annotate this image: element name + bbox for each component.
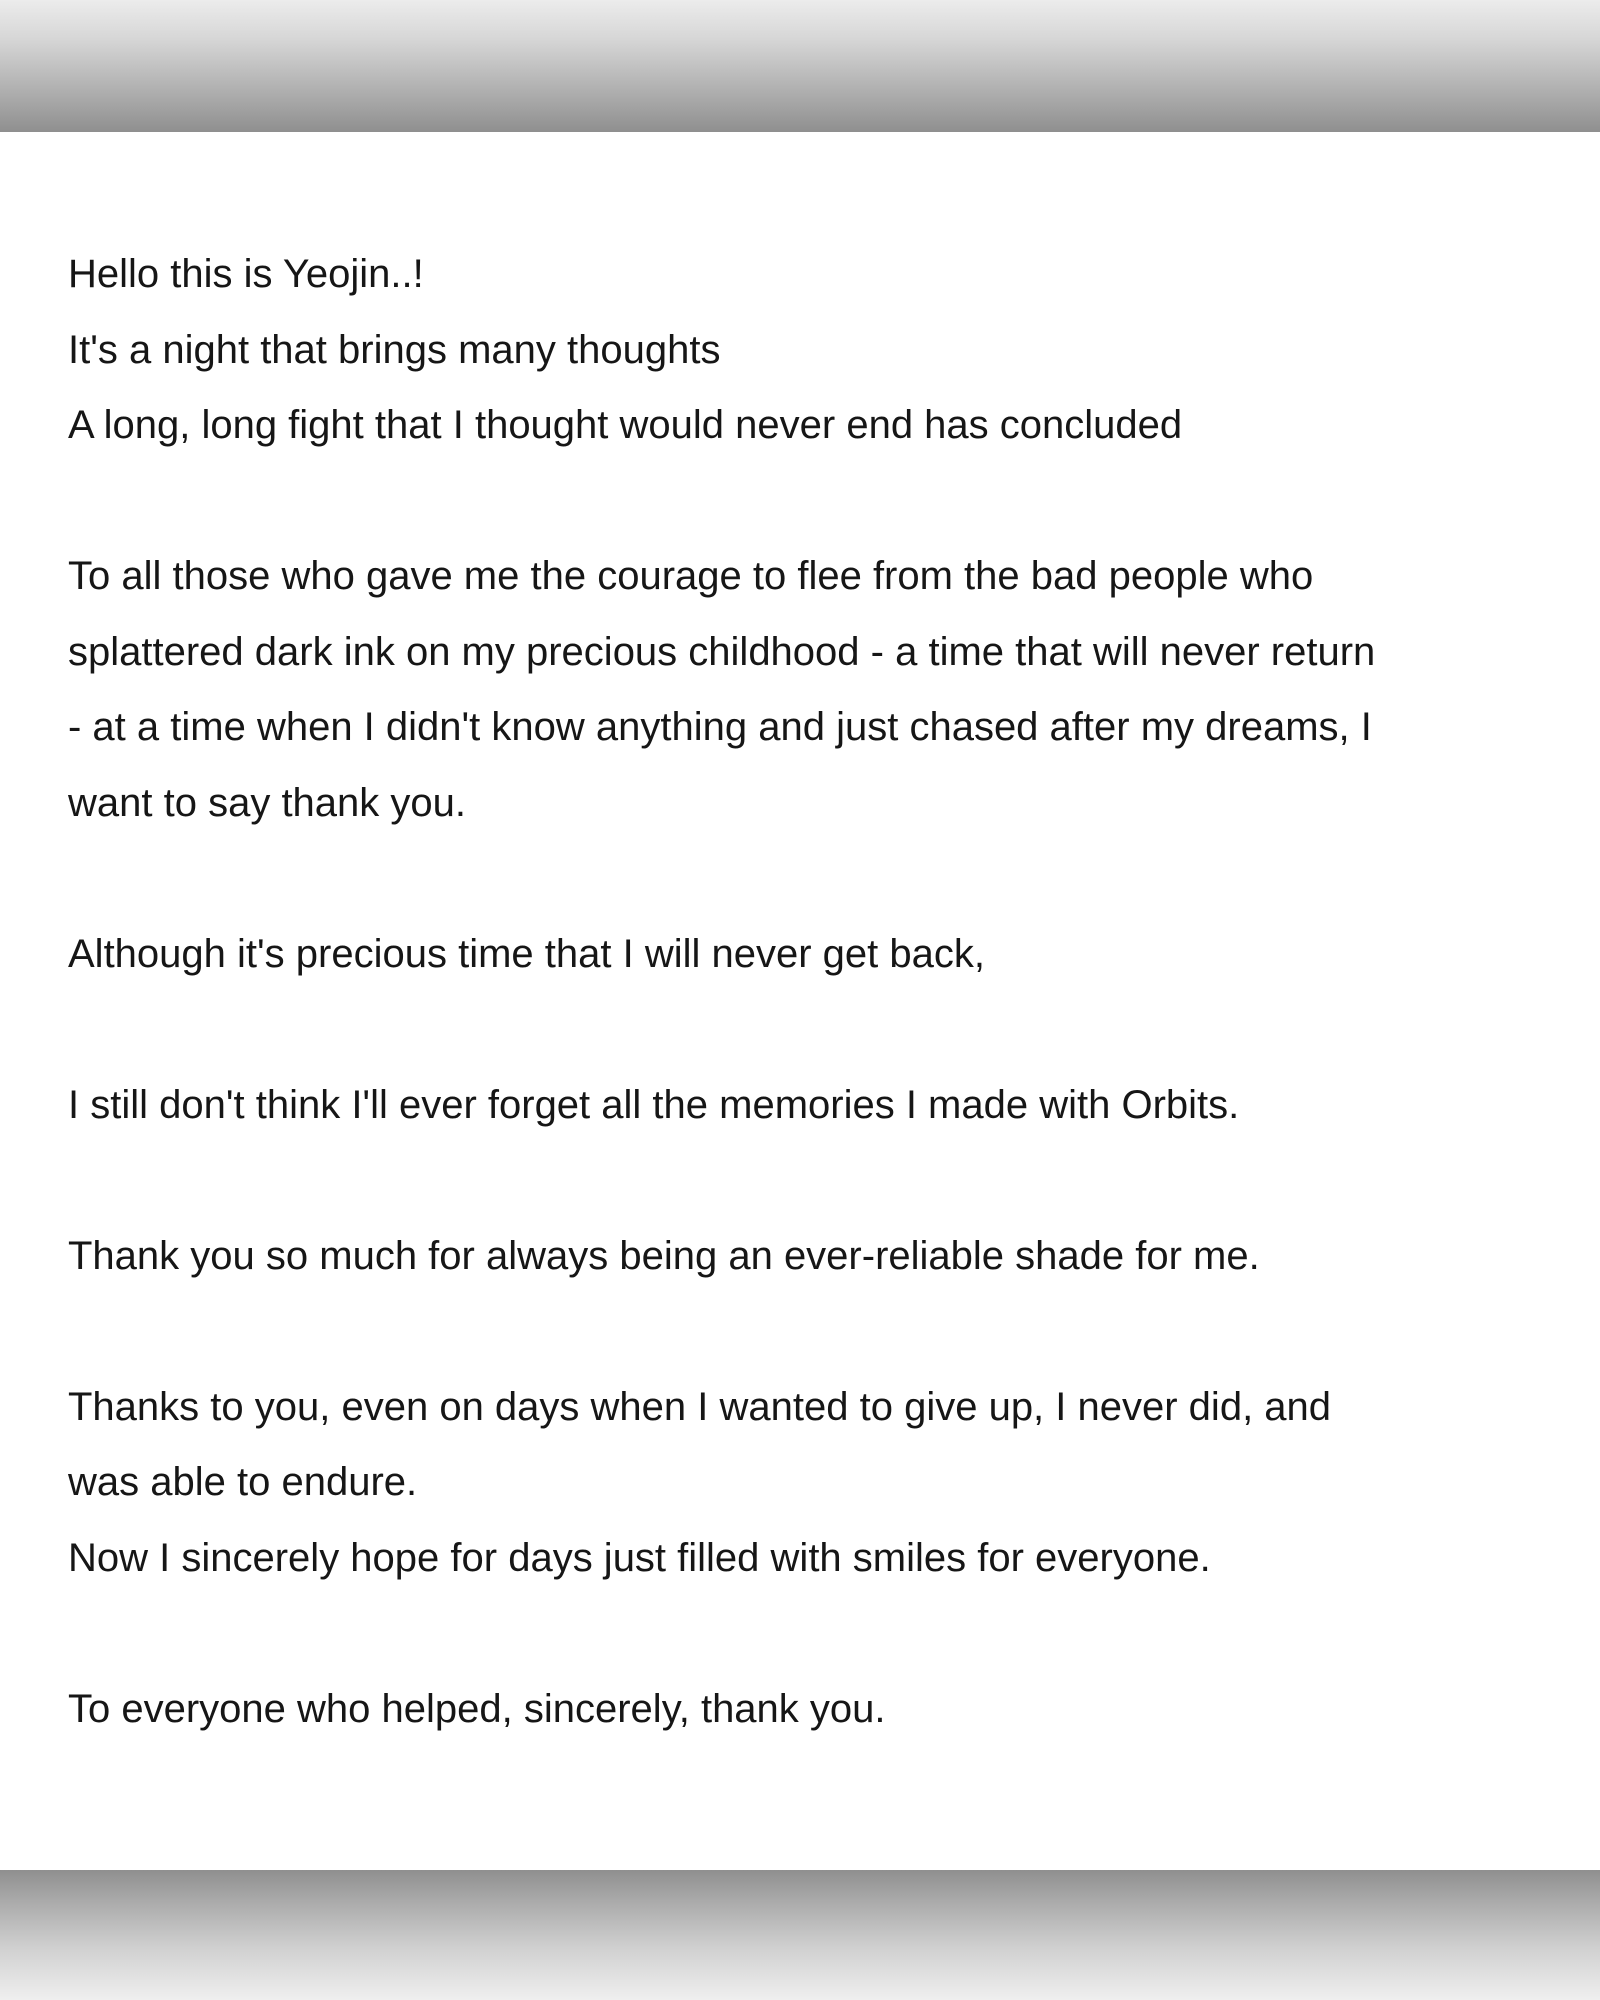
paragraph-gap	[68, 841, 1538, 917]
paragraph-gap	[68, 464, 1538, 540]
letter-body	[68, 237, 1538, 1747]
letter-line: I still don't think I'll ever forget all the memories I made with Orbits.	[68, 1082, 1240, 1127]
letter-line: To everyone who helped, sincerely, thank you.	[68, 1686, 886, 1731]
letter-line: To all those who gave me the courage to flee from the bad people who	[68, 554, 1314, 598]
letter-line: was able to endure.	[68, 1460, 418, 1504]
letter-page	[0, 132, 1600, 1870]
bottom-shadow-band	[0, 1870, 1600, 2000]
letter-line: Although it's precious time that I will never get back,	[68, 931, 985, 976]
letter-line: Now I sincerely hope for days just filled with smiles for everyone.	[68, 1535, 1211, 1580]
letter-line: Hello this is Yeojin..!	[68, 252, 424, 296]
letter-line: Thank you so much for always being an ever-reliable shade for me.	[68, 1233, 1260, 1278]
letter-line: want to say thank you.	[68, 780, 467, 825]
paragraph-gap	[68, 1143, 1538, 1219]
letter-line: Thanks to you, even on days when I wanted to give up, I never did, and	[68, 1384, 1332, 1429]
letter-line: It's a night that brings many thoughts	[68, 327, 721, 372]
letter-line: - at a time when I didn't know anything and just chased after my dreams, I	[68, 705, 1372, 749]
top-shadow-band	[0, 0, 1600, 132]
paragraph-gap	[68, 1294, 1538, 1370]
paragraph-gap	[68, 1596, 1538, 1672]
letter-line: splattered dark ink on my precious childhood - a time that will never return	[68, 629, 1376, 674]
letter-line: A long, long fight that I thought would never end has concluded	[68, 403, 1183, 447]
paragraph-gap	[68, 992, 1538, 1068]
